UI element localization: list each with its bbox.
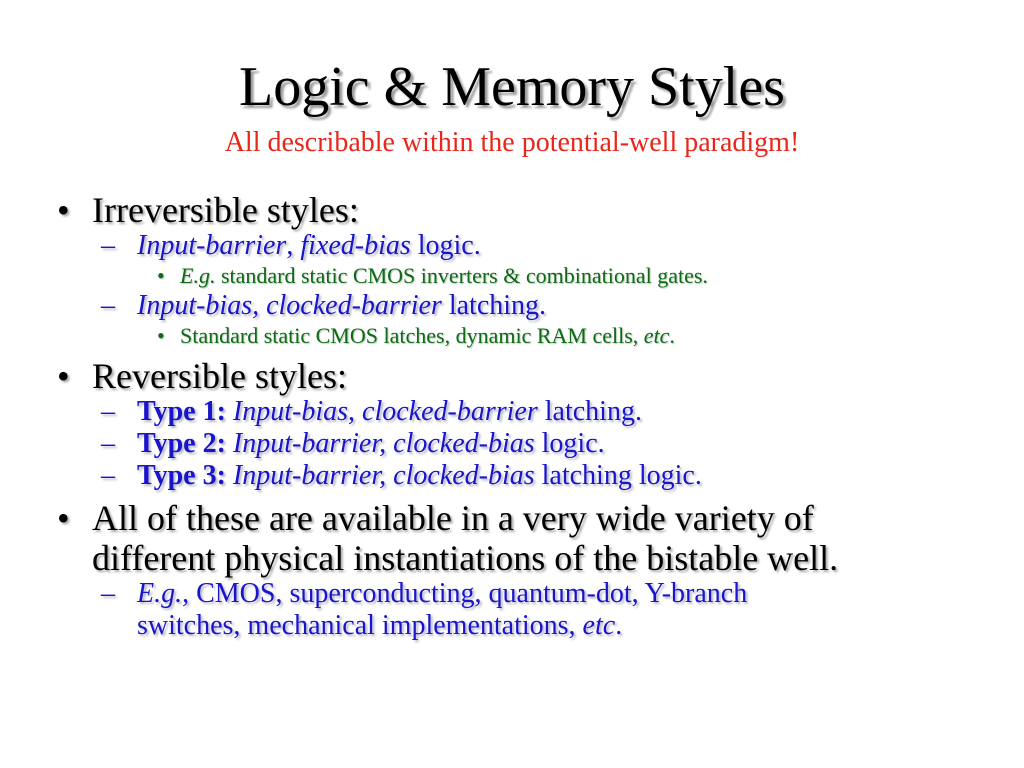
sub-bullet-text-italic: fixed-bias	[300, 230, 411, 261]
dash-icon: –	[101, 396, 115, 427]
detail-text: standard static CMOS inverters & combinational gates.	[215, 263, 708, 288]
bullet-list	[0, 190, 1024, 642]
bullet-available-continued	[0, 538, 1024, 578]
sub-bullet-text: .	[615, 610, 623, 641]
sub-bullet-text-italic: Input-bias, clocked-barrier	[137, 290, 442, 321]
bullet-text: All of these are available in a very wide variety of	[92, 498, 814, 538]
detail-text-italic: etc	[643, 323, 670, 348]
sub-bullet-text: logic.	[534, 428, 605, 459]
sub-bullet-text: switches, mechanical implementations,	[137, 610, 583, 641]
type-label: Type 3:	[137, 460, 226, 491]
sub-bullet-examples	[0, 578, 1024, 610]
bullet-text: Irreversible styles:	[92, 190, 359, 230]
detail-text-italic: E.g.	[180, 263, 216, 288]
sub-bullet-text	[226, 460, 233, 491]
detail-bullet-cmos-latches	[0, 322, 1024, 350]
sub-bullet-type-1	[0, 396, 1024, 428]
sub-bullet-text	[226, 396, 233, 427]
dash-icon: –	[101, 460, 115, 491]
type-label: Type 2:	[137, 428, 226, 459]
dash-icon: –	[101, 290, 115, 321]
sub-bullet-text-italic: Input-barrier, clocked-bias	[232, 460, 535, 491]
slide-title: Logic & Memory Styles	[239, 56, 785, 118]
sub-bullet-text-italic: Input-barrier	[137, 230, 287, 261]
bullet-icon: •	[57, 356, 70, 396]
sub-bullet-text: , CMOS, superconducting, quantum-dot, Y-branch	[182, 578, 748, 609]
sub-bullet-text: logic.	[410, 230, 481, 261]
dash-icon: –	[101, 578, 115, 609]
sub-bullet-input-barrier-fixed-bias	[0, 230, 1024, 262]
dash-icon: –	[101, 428, 115, 459]
bullet-icon: •	[157, 323, 165, 348]
slide-subtitle: All describable within the potential-well paradigm!	[224, 127, 800, 158]
sub-bullet-text: latching.	[441, 290, 547, 321]
sub-bullet-text	[226, 428, 233, 459]
sub-bullet-text: ,	[286, 230, 301, 261]
sub-bullet-text-italic: Input-bias, clocked-barrier	[232, 396, 538, 427]
dash-icon: –	[101, 230, 115, 261]
bullet-available	[0, 498, 1024, 538]
detail-bullet-cmos-inverters	[0, 262, 1024, 290]
sub-bullet-text: latching logic.	[534, 460, 702, 491]
sub-bullet-examples-continued	[0, 610, 1024, 642]
sub-bullet-type-2	[0, 428, 1024, 460]
bullet-irreversible	[0, 190, 1024, 230]
sub-bullet-text-italic: E.g.	[137, 578, 183, 609]
bullet-icon: •	[157, 263, 165, 288]
bullet-icon: •	[57, 498, 70, 538]
bullet-icon: •	[57, 190, 70, 230]
bullet-text: different physical instantiations of the bistable well.	[92, 538, 839, 578]
detail-text: Standard static CMOS latches, dynamic RAM cells,	[180, 323, 644, 348]
sub-bullet-text-italic: Input-barrier, clocked-bias	[232, 428, 535, 459]
sub-bullet-input-bias-clocked-barrier	[0, 290, 1024, 322]
sub-bullet-type-3	[0, 460, 1024, 492]
bullet-text: Reversible styles:	[92, 356, 347, 396]
detail-text: .	[669, 323, 675, 348]
type-label: Type 1:	[137, 396, 226, 427]
sub-bullet-text-italic: etc	[582, 610, 616, 641]
sub-bullet-text: latching.	[537, 396, 642, 427]
bullet-reversible	[0, 356, 1024, 396]
